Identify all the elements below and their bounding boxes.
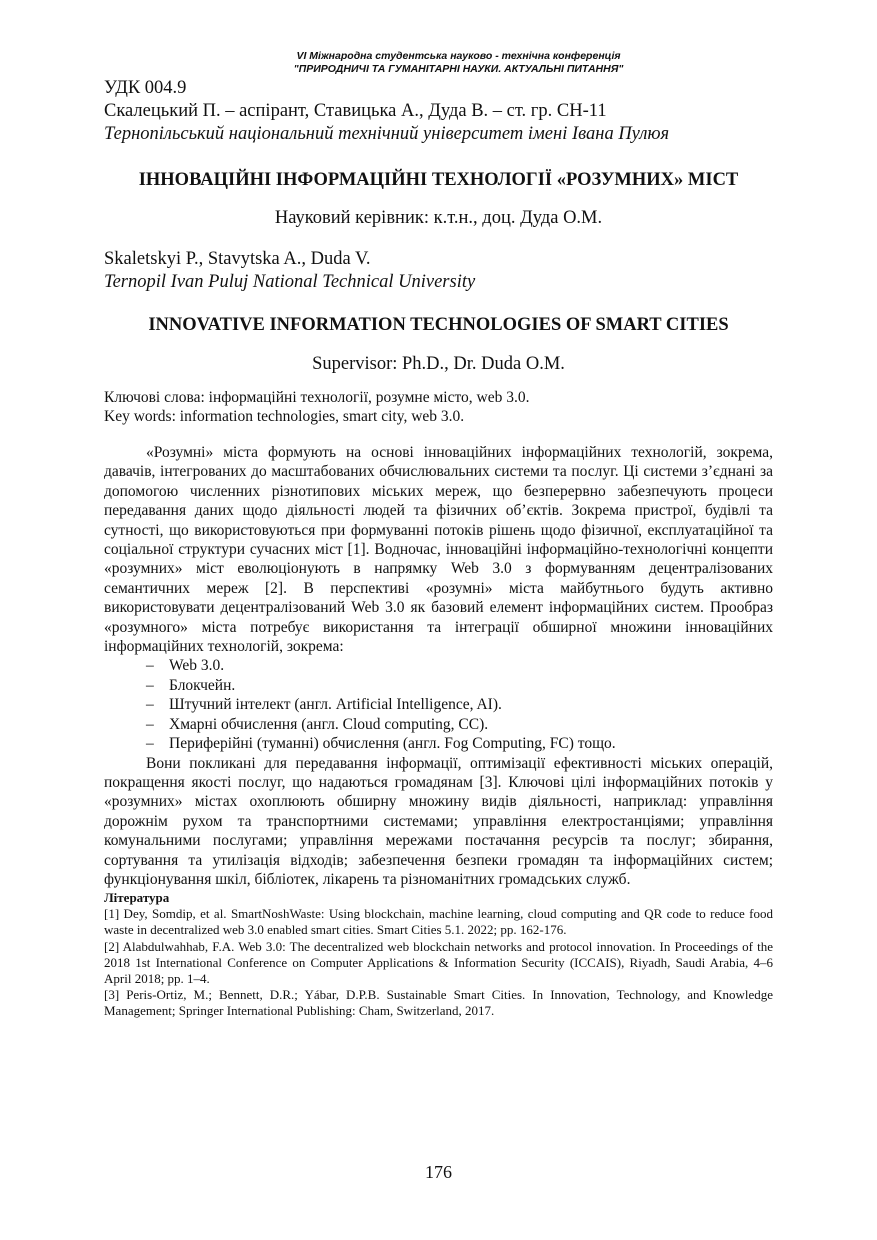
page-number: 176 — [425, 1162, 452, 1182]
reference-item: [1] Dey, Somdip, et al. SmartNoshWaste: Using blockchain, machine learning, cloud computing and QR code to reduce food waste in decentralized web 3.0 enabled smart cities. Smart Cities 5.1. 2022; pp. 162-176. — [104, 906, 773, 938]
list-item — [146, 676, 773, 695]
conference-header — [144, 50, 773, 76]
authors-ua: Скалецький П. – аспірант, Ставицька А., Дуда В. – ст. гр. СН-11 — [104, 101, 607, 121]
references-list — [104, 906, 773, 1019]
supervisor-en: Supervisor: Ph.D., Dr. Duda O.M. — [312, 354, 565, 374]
list-item — [146, 734, 773, 753]
keywords-block — [104, 388, 773, 426]
technology-list — [104, 656, 773, 753]
keywords-en: Key words: information technologies, smart city, web 3.0. — [104, 408, 465, 425]
body-paragraph-2: Вони покликані для передавання інформації, оптимізації ефективності міських операцій, покращення якості послуг, що надаються громадянам [3]. Ключові цілі інформаційних потоків у «розумних» містах охоплюють обширну множину видів діяльності, наприклад: управління дорожнім рухом та транспортними системами; управління електростанціями; управління комунальними послугами; управління мережами постачання ресурсів та послуг; збирання, сортування та утилізація відходів; забезпечення безпеки громадян та інформаційних систем; функціонування шкіл, бібліотек, лікарень та різноманітних громадських служб. — [104, 754, 773, 888]
affiliation-ua: Тернопільський національний технічний університет імені Івана Пулюя — [104, 124, 670, 144]
list-dash: – — [146, 735, 154, 753]
supervisor-ua: Науковий керівник: к.т.н., доц. Дуда О.М. — [274, 208, 603, 228]
list-dash: – — [146, 657, 154, 675]
conference-line-2: "ПРИРОДНИЧІ ТА ГУМАНІТАРНІ НАУКИ. АКТУАЛЬНІ ПИТАННЯ" — [293, 63, 624, 75]
reference-item: [2] Alabdulwahhab, F.A. Web 3.0: The decentralized web blockchain networks and protocol innovation. In Proceedings of the 2018 1st International Conference on Computer Applications & Information Security (ICCAIS), Riyadh, Saudi Arabia, 4–6 April 2018; pp. 1–4. — [104, 938, 773, 986]
list-item — [146, 695, 773, 714]
body-text — [104, 443, 773, 889]
list-item — [146, 715, 773, 734]
list-dash: – — [146, 715, 154, 733]
conference-line-1: VI Міжнародна студентська науково - технічна конференція — [296, 50, 621, 62]
affiliation-en: Ternopil Ivan Puluj National Technical University — [104, 272, 476, 292]
title-ua: ІННОВАЦІЙНІ ІНФОРМАЦІЙНІ ТЕХНОЛОГІЇ «РОЗУМНИХ» МІСТ — [138, 170, 739, 190]
list-item-text: Блокчейн. — [169, 676, 236, 694]
list-item-text: Штучний інтелект (англ. Artificial Intelligence, AI). — [169, 696, 502, 714]
udk-code: УДК 004.9 — [104, 78, 187, 98]
reference-item: [3] Peris-Ortiz, M.; Bennett, D.R.; Yábar, D.P.B. Sustainable Smart Cities. In Innovation, Technology, and Knowledge Management; Springer International Publishing: Cham, Switzerland, 2017. — [104, 986, 773, 1018]
keywords-ua: Ключові слова: інформаційні технології, розумне місто, web 3.0. — [104, 389, 530, 406]
list-item-text: Периферійні (туманні) обчислення (англ. Fog Computing, FC) тощо. — [169, 735, 616, 753]
list-dash: – — [146, 676, 154, 694]
list-item-text: Web 3.0. — [169, 657, 225, 675]
references-heading: Література — [104, 890, 170, 906]
list-dash: – — [146, 696, 154, 714]
authors-en: Skaletskyi P., Stavytska A., Duda V. — [104, 249, 371, 269]
list-item-text: Хмарні обчислення (англ. Cloud computing, CC). — [169, 715, 489, 733]
list-item — [146, 656, 773, 675]
body-paragraph-1: «Розумні» міста формують на основі інноваційних інформаційних технологій, зокрема, давачів, інтегрованих до масштабованих обчислювальних системи та послуг. Ці системи з’єднані за допомогою численних різнотипових міських мереж, що безперервно забезпечують процеси передавання даних щодо діяльності людей та фізичних об’єктів. Зокрема пристрої, будівлі та сутності, що використовуються при формуванні потоків рішень щодо фізичної, експлуатаційної та соціальної структури сучасних міст [1]. Водночас, інноваційні інформаційно-технологічні концепти «розумних» міст еволюціонують в напрямку Web 3.0 з формуванням децентралізованих семантичних мереж [2]. В перспективі «розумні» міста майбутнього будуть активно використовувати децентралізований Web 3.0 як базовий елемент інформаційних систем. Прообраз «розумного» міста потребує використання та інтеграції обширної множини інноваційних інформаційних технологій, зокрема: — [104, 444, 773, 656]
title-en: INNOVATIVE INFORMATION TECHNOLOGIES OF SMART CITIES — [148, 315, 729, 335]
